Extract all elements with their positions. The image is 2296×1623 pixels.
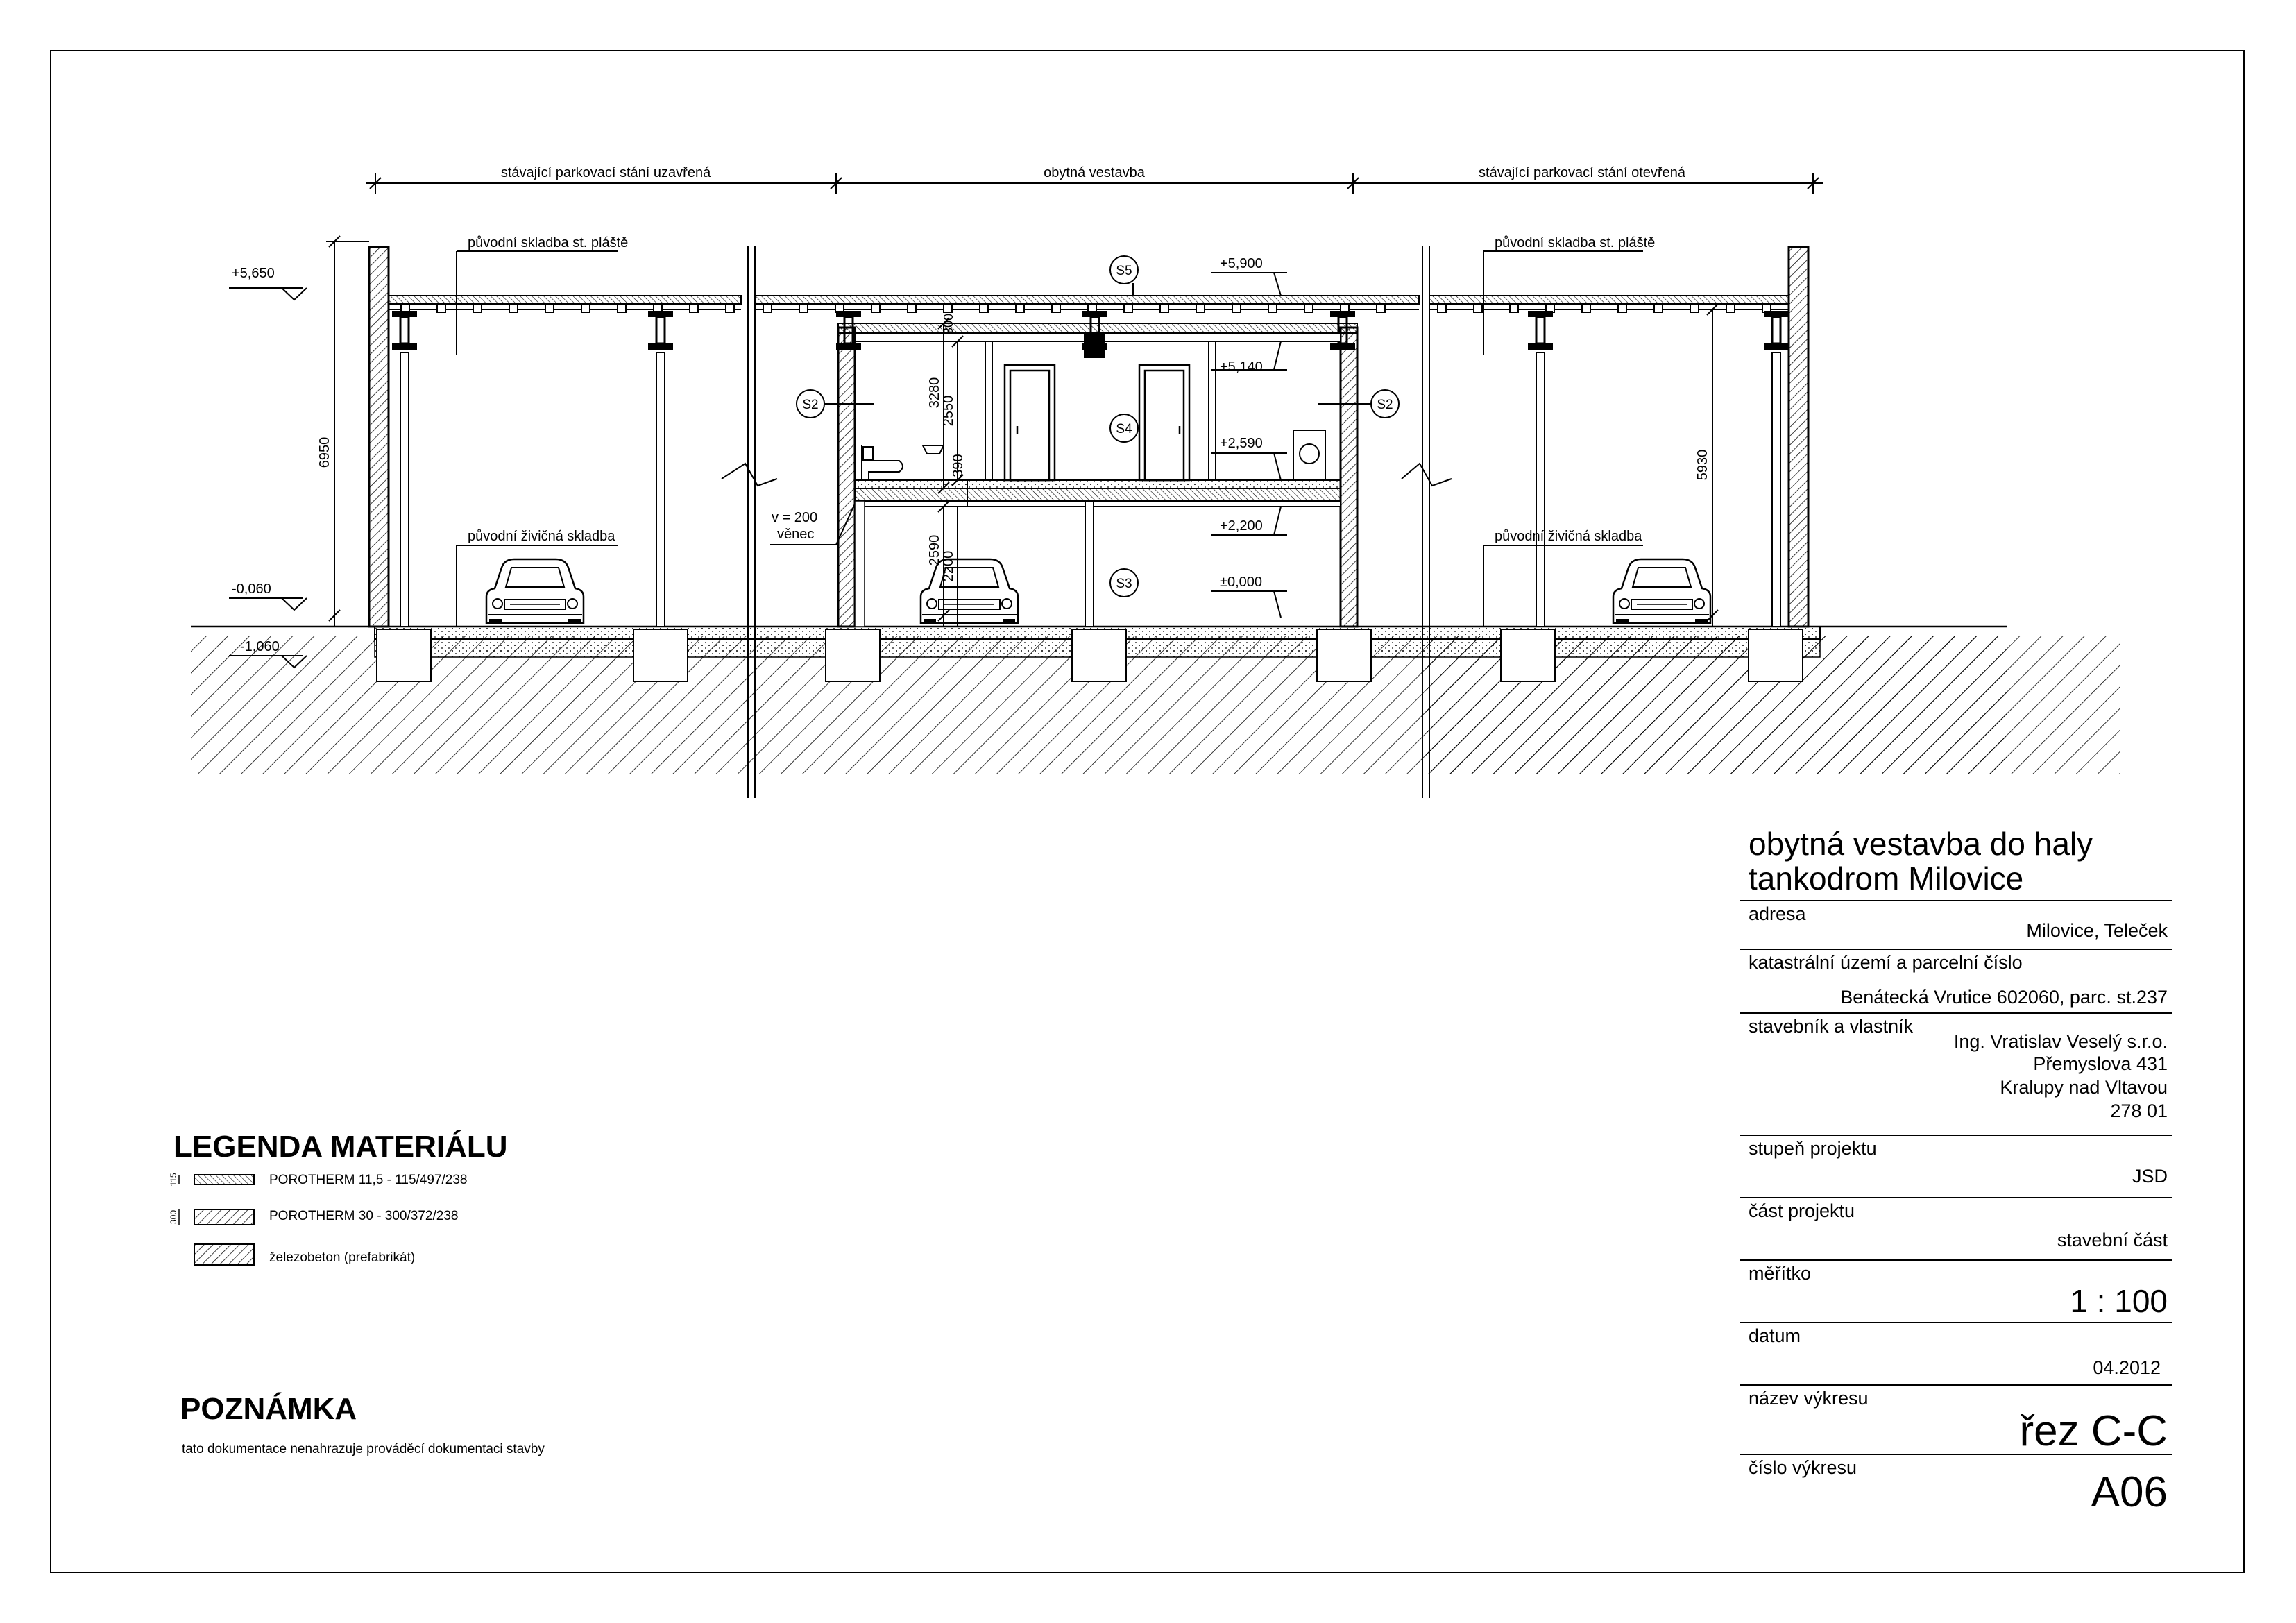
legend-dim: 300 (169, 1209, 178, 1225)
cadastre-label: katastrální území a parcelní číslo (1749, 952, 2023, 973)
level-label: ±0,000 (1220, 575, 1263, 590)
scale-value: 1 : 100 (2070, 1283, 2168, 1319)
note-floor-right: původní živičná skladba (1495, 529, 1642, 544)
note-roof-right: původní skladba st. pláště (1495, 235, 1656, 250)
ibeam-2 (648, 311, 673, 350)
level-label: +2,200 (1220, 518, 1263, 534)
hall-wall-left (369, 247, 389, 627)
address-value: Milovice, Teleček (2026, 920, 2168, 941)
level-label: +5,900 (1220, 256, 1263, 271)
car-middle (921, 559, 1018, 624)
stage-value: JSD (2132, 1166, 2168, 1187)
note-floor-left: původní živičná skladba (468, 529, 615, 544)
legend-swatches (179, 1175, 254, 1265)
drawing-no-value: A06 (2091, 1468, 2168, 1516)
legend-item-label: POROTHERM 11,5 - 115/497/238 (269, 1173, 468, 1187)
part-label: část projektu (1749, 1200, 1855, 1221)
section-label: S5 (1116, 264, 1132, 278)
dimension-label: 390 (951, 454, 966, 477)
zone-label: stávající parkovací stání uzavřená (500, 165, 711, 180)
date-label: datum (1749, 1325, 1801, 1346)
drawing-name-value: řez C-C (2019, 1407, 2168, 1455)
dimension-label: 2590 (927, 534, 942, 566)
dimension-label: 2550 (941, 395, 956, 427)
scale-label: měřítko (1749, 1263, 1812, 1284)
project-title-line2: tankodrom Milovice (1749, 860, 2024, 897)
drawing-name-label: název výkresu (1749, 1388, 1869, 1409)
zone-label: obytná vestavba (1044, 165, 1145, 180)
hall-wall-right (1789, 247, 1808, 627)
drawing-no-label: číslo výkresu (1749, 1457, 1857, 1478)
owner-label: stavebník a vlastník (1749, 1016, 1914, 1037)
level-label: +5,140 (1220, 359, 1263, 375)
owner-line: 278 01 (2110, 1101, 2168, 1121)
dimension-label: 2200 (941, 550, 956, 582)
legend-item-label: POROTHERM 30 - 300/372/238 (269, 1209, 459, 1223)
date-value: 04.2012 (2093, 1357, 2161, 1378)
section-label: S4 (1116, 422, 1132, 436)
ibeam-6 (1528, 311, 1553, 350)
level-label: -0,060 (232, 581, 271, 597)
owner-line: Přemyslova 431 (2033, 1053, 2168, 1074)
note-title: POZNÁMKA (180, 1392, 357, 1426)
level-label: +2,590 (1220, 436, 1263, 451)
legend-dim: 115 (169, 1173, 178, 1187)
cadastre-value: Benátecká Vrutice 602060, parc. st.237 (1840, 987, 2168, 1008)
dimension-label: 3280 (927, 377, 942, 409)
note-roof-left: původní skladba st. pláště (468, 235, 629, 250)
dimension-label: 300 (942, 313, 955, 335)
car-right (1613, 559, 1710, 624)
ibeam-7 (1764, 311, 1789, 350)
doors (1005, 365, 1189, 480)
note-text: tato dokumentace nenahrazuje prováděcí dokumentaci stavby (182, 1442, 545, 1456)
address-label: adresa (1749, 903, 1806, 924)
section-label: S3 (1116, 577, 1132, 591)
level-label: -1,060 (240, 639, 280, 654)
zone-label: stávající parkovací stání otevřená (1479, 165, 1685, 180)
level-label: +5,650 (232, 266, 275, 281)
dimension-label: 5930 (1695, 449, 1710, 481)
section-label: S2 (802, 398, 819, 412)
note-venec-height: v = 200 (772, 510, 818, 525)
car-left (486, 559, 584, 624)
owner-line: Kralupy nad Vltavou (2000, 1077, 2168, 1098)
owner-line: Ing. Vratislav Veselý s.r.o. (1953, 1031, 2168, 1052)
ibeam-1 (392, 311, 417, 350)
dim-6950 (326, 236, 369, 627)
stage-label: stupeň projektu (1749, 1138, 1877, 1159)
dimension-label: 6950 (317, 436, 332, 468)
legend-item-label: železobeton (prefabrikát) (269, 1250, 416, 1265)
project-title-line1: obytná vestavba do haly (1749, 826, 2093, 862)
section-label: S2 (1377, 398, 1393, 412)
note-venec: věnec (777, 527, 815, 542)
legend-title: LEGENDA MATERIÁLU (173, 1130, 508, 1164)
part-value: stavební část (2057, 1230, 2168, 1250)
